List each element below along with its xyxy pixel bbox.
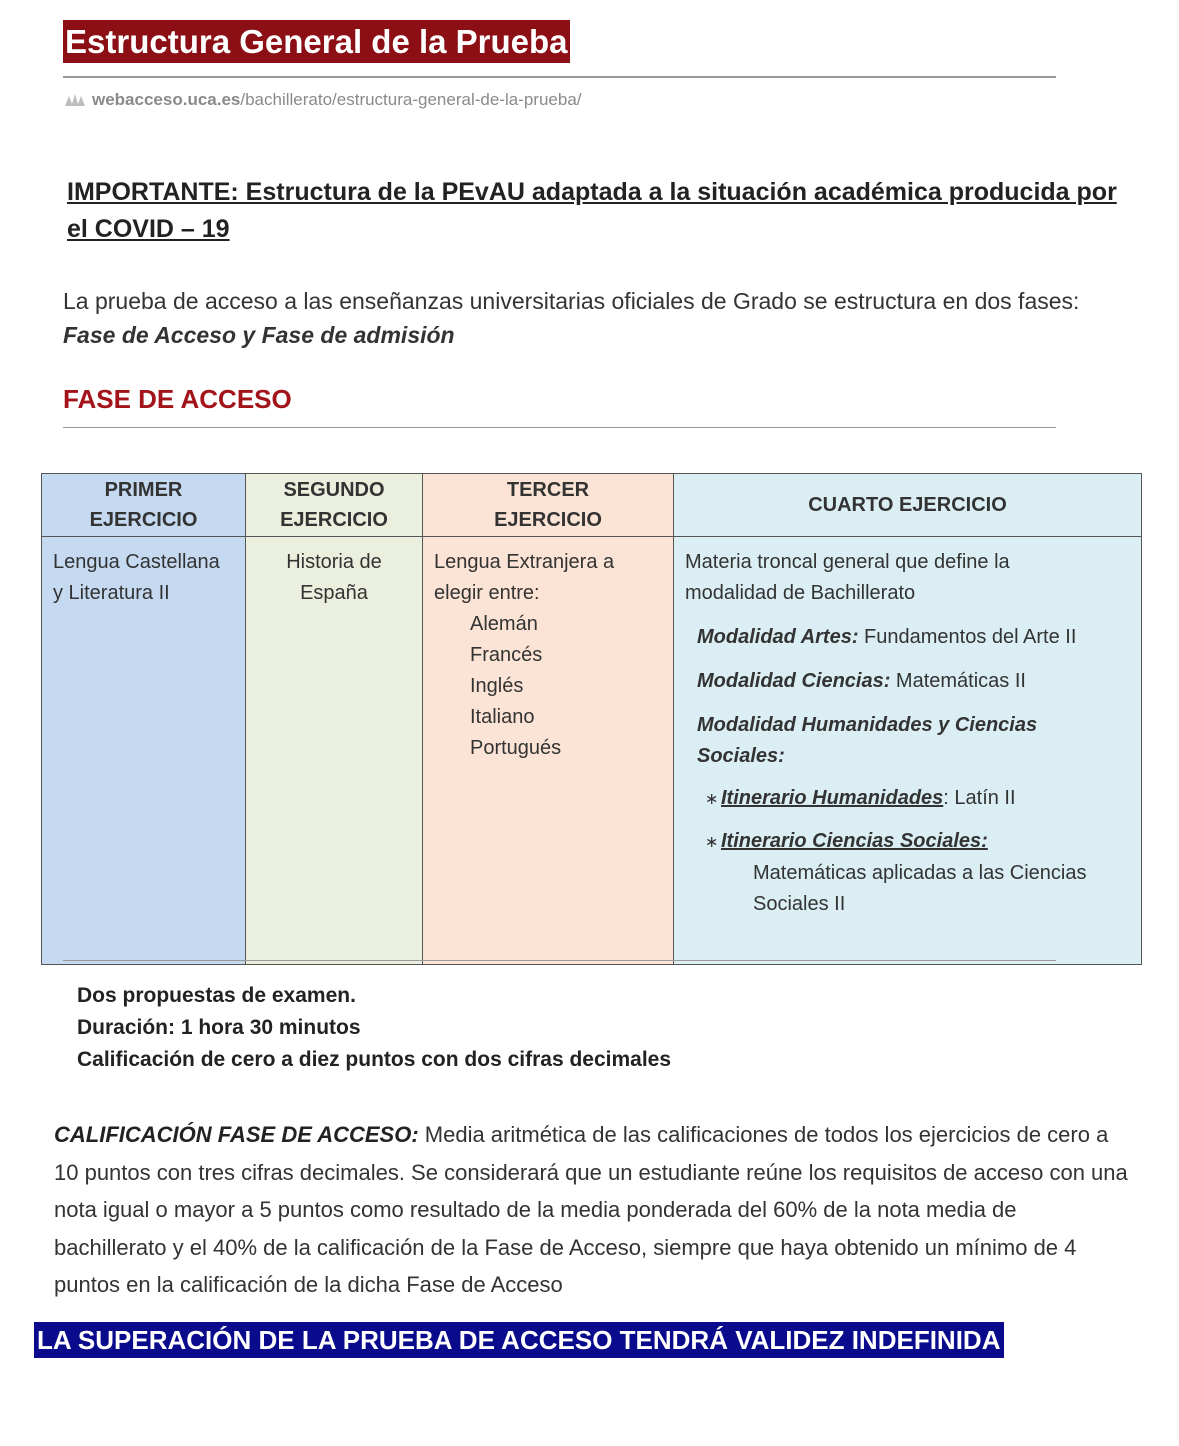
important-notice: IMPORTANTE: Estructura de la PEvAU adaptada a la situación académica producida por el COVID – 19 [67,178,1117,243]
cell-cuarto-ejercicio [674,537,1142,965]
header-tercer-ejercicio: TERCER EJERCICIO [423,474,674,537]
cuarto-ejercicio-intro: Materia troncal general que define la modalidad de Bachillerato [685,551,1010,604]
url-path: /bachillerato/estructura-general-de-la-prueba/ [240,90,582,109]
modalidad-hcs-label: Modalidad Humanidades y Ciencias Sociales: [697,714,1038,767]
exercise-table [41,473,1142,965]
modalidad-artes [685,622,1130,653]
header-primer-ejercicio: PRIMER EJERCICIO [42,474,246,537]
calificacion-lead: CALIFICACIÓN FASE DE ACCESO: [54,1122,419,1147]
exam-notes [77,980,671,1076]
list-item: Francés [470,644,543,666]
section-divider [63,427,1056,428]
itin-hum-label: Itinerario Humanidades [721,787,944,809]
intro-text: La prueba de acceso a las enseñanzas universitarias oficiales de Grado se estructura en dos fases: [63,288,1080,314]
intro-paragraph [63,284,1133,352]
list-item: Portugués [470,737,562,759]
note-propuestas: Dos propuestas de examen. [77,984,356,1007]
itin-hum-value: : Latín II [943,787,1016,809]
calificacion-paragraph [54,1116,1129,1304]
modalidad-ciencias-value: Matemáticas II [890,670,1026,692]
itin-cs-label: Itinerario Ciencias Sociales: [721,830,988,852]
list-item: Inglés [470,675,524,697]
header-segundo-ejercicio: SEGUNDO EJERCICIO [246,474,423,537]
table-bottom-divider [63,960,1056,961]
primer-ejercicio-subject: Lengua Castellana y Literatura II [53,551,220,604]
modalidad-humanidades [685,710,1077,772]
modalidad-ciencias-label: Modalidad Ciencias: [697,670,891,692]
cell-segundo-ejercicio [246,537,423,965]
note-duracion: Duración: 1 hora 30 minutos [77,1016,361,1039]
calificacion-text: Media aritmética de las calificaciones de todos los ejercicios de cero a 10 puntos con tres cifras decimales. Se considerará que un estudiante reúne los requisitos de acceso con una nota igual o mayor a 5 puntos como resultado de la media ponderada del 60% de la nota media de bachillerato y el 40% de la calificación de la Fase de Acceso, siempre que haya obtenido un mínimo de 4 puntos en la calificación de la dicha Fase de Acceso [54,1122,1128,1297]
list-item: Italiano [470,706,535,728]
intro-emphasis: Fase de Acceso y Fase de admisión [63,322,455,348]
validity-banner: LA SUPERACIÓN DE LA PRUEBA DE ACCESO TENDRÁ VALIDEZ INDEFINIDA [34,1322,1004,1358]
table-header-row [42,474,1142,537]
bullet-icon: ∗ [705,791,719,808]
note-calificacion: Calificación de cero a diez puntos con dos cifras decimales [77,1048,672,1071]
itinerario-humanidades [685,783,1130,815]
page-title: Estructura General de la Prueba [63,20,570,63]
table-row [42,537,1142,965]
cell-tercer-ejercicio [423,537,674,965]
bullet-icon: ∗ [705,834,719,851]
uca-logo-icon [64,93,86,107]
itinerario-ciencias-sociales [685,826,1130,920]
segundo-ejercicio-subject: Historia de España [286,551,382,604]
cell-primer-ejercicio [42,537,246,965]
header-cuarto-ejercicio: CUARTO EJERCICIO [674,474,1142,537]
modalidad-ciencias [685,666,1130,697]
url-host: webacceso.uca.es [92,90,241,109]
modalidad-artes-label: Modalidad Artes: [697,626,859,648]
tercer-ejercicio-intro: Lengua Extranjera a elegir entre: [434,551,615,604]
source-url[interactable] [64,90,582,110]
itin-cs-value: Matemáticas aplicadas a las Ciencias Sociales II [753,862,1087,915]
list-item: Alemán [470,613,538,635]
modalidad-artes-value: Fundamentos del Arte II [858,626,1077,648]
language-list [434,609,662,764]
title-divider [63,76,1056,78]
section-title-fase-acceso: FASE DE ACCESO [63,384,292,414]
